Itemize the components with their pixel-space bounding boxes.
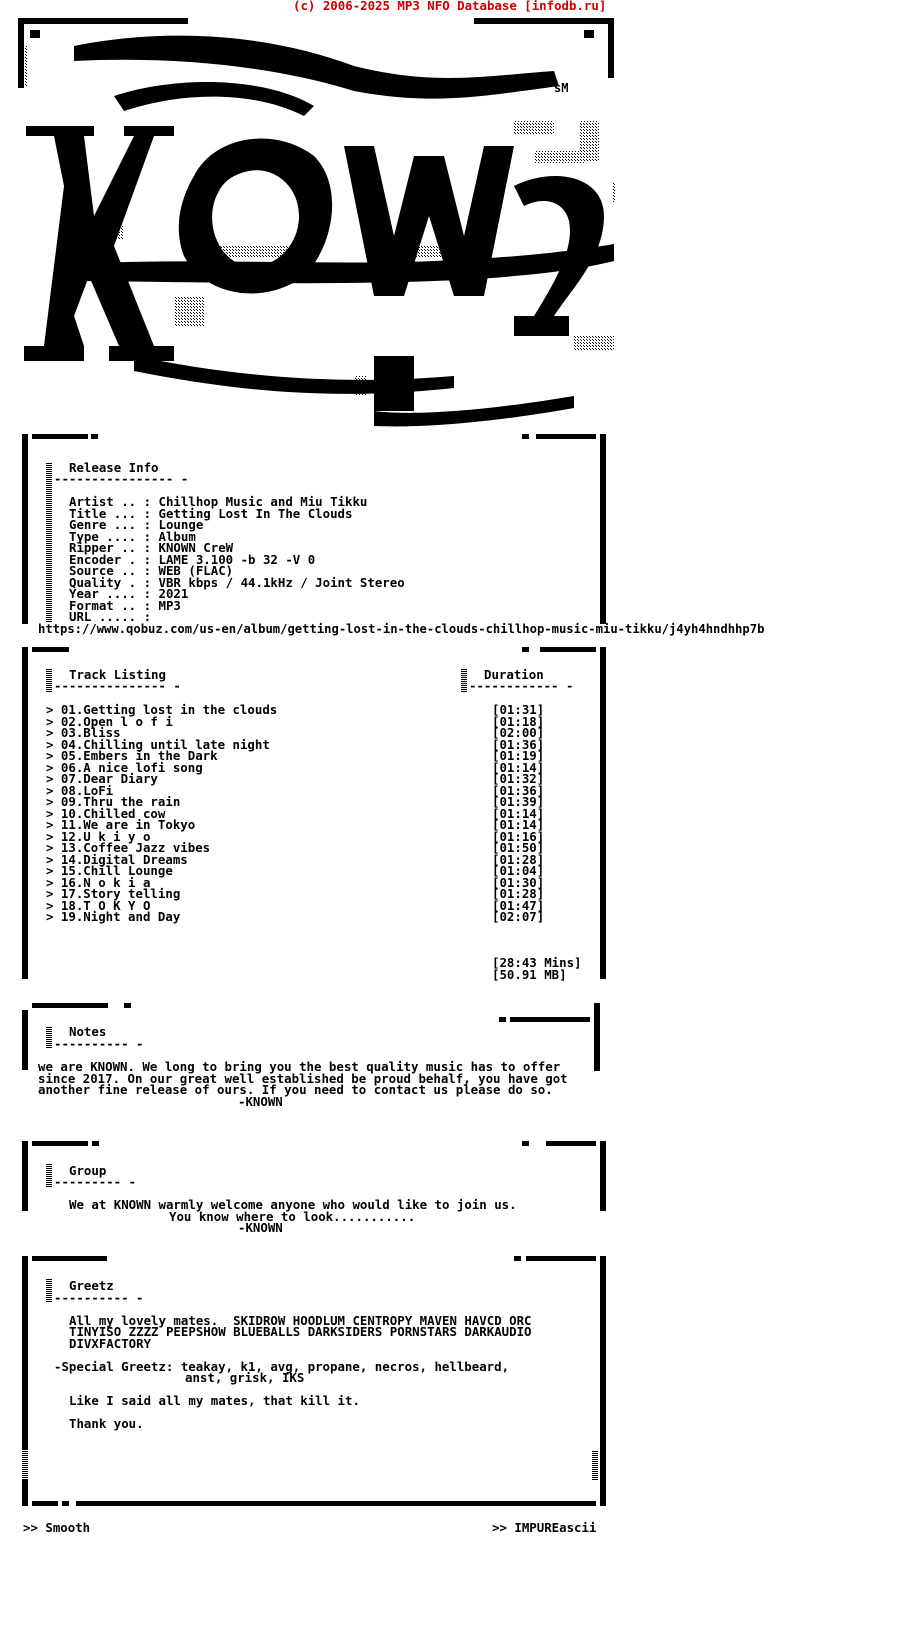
track-duration: [01:14]: [492, 817, 545, 832]
track-title: > 14.Digital Dreams: [46, 852, 188, 867]
notes-line: since 2017. On our great well established be proud behalf, you have got: [38, 1071, 568, 1086]
track-title: > 11.We are in Tokyo: [46, 817, 196, 832]
notes-signature: -KNOWN: [238, 1094, 283, 1109]
track-title: > 17.Story telling: [46, 886, 181, 901]
release-info-row: Year .... : 2021: [69, 586, 189, 601]
track-duration: [01:36]: [492, 783, 545, 798]
greetz-line: All my lovely mates. SKIDROW HOODLUM CENTROPY MAVEN HAVCD ORC: [69, 1313, 532, 1328]
track-title: > 10.Chilled cow: [46, 806, 166, 821]
greetz-line: Thank you.: [69, 1416, 144, 1431]
track-title: > 08.LoFi: [46, 783, 114, 798]
track-duration: [01:28]: [492, 852, 545, 867]
track-duration: [01:47]: [492, 898, 545, 913]
footer-right-credit: >> IMPUREascii: [492, 1520, 597, 1535]
track-duration: [01:31]: [492, 702, 545, 717]
release-info-row: Encoder . : LAME 3.100 -b 32 -V 0: [69, 552, 316, 567]
release-info-row: Title ... : Getting Lost In The Clouds: [69, 506, 353, 521]
group-line: You know where to look...........: [169, 1209, 416, 1224]
known-ascii-logo: [14, 16, 646, 446]
notes-line: we are KNOWN. We long to bring you the best quality music has to offer: [38, 1059, 561, 1074]
track-title: > 02.Open l o f i: [46, 714, 173, 729]
track-duration: [01:16]: [492, 829, 545, 844]
greetz-special-cont: anst, grisk, IKS: [185, 1370, 305, 1385]
track-title: > 15.Chill Lounge: [46, 863, 173, 878]
track-title: > 04.Chilling until late night: [46, 737, 270, 752]
track-duration: [01:50]: [492, 840, 545, 855]
group-signature: -KNOWN: [238, 1220, 283, 1235]
greetz-line: TINYISO ZZZZ PEEPSHOW BLUEBALLS DARKSIDERS PORNSTARS DARKAUDIO: [69, 1324, 532, 1339]
duration-underline: ------------ -: [469, 678, 574, 693]
notes-underline: ---------- -: [54, 1036, 144, 1051]
track-title: > 03.Bliss: [46, 725, 121, 740]
greetz-line: DIVXFACTORY: [69, 1336, 152, 1351]
group-underline: --------- -: [54, 1174, 137, 1189]
track-title: > 19.Night and Day: [46, 909, 181, 924]
track-title: > 07.Dear Diary: [46, 771, 158, 786]
greetz-line: Like I said all my mates, that kill it.: [69, 1393, 360, 1408]
track-duration: [01:14]: [492, 806, 545, 821]
track-title: > 13.Coffee Jazz vibes: [46, 840, 211, 855]
track-duration: [01:36]: [492, 737, 545, 752]
group-line: We at KNOWN warmly welcome anyone who would like to join us.: [69, 1197, 517, 1212]
track-listing-heading: Track Listing: [69, 667, 166, 682]
duration-heading: Duration: [484, 667, 544, 682]
track-duration: [01:18]: [492, 714, 545, 729]
release-info-row: Ripper .. : KNOWN CreW: [69, 540, 234, 555]
greetz-heading: Greetz: [69, 1278, 114, 1293]
release-info-row: URL ..... :: [69, 609, 152, 624]
track-title: > 16.N o k i a: [46, 875, 151, 890]
total-time: [28:43 Mins]: [492, 955, 582, 970]
track-title: > 01.Getting lost in the clouds: [46, 702, 278, 717]
track-duration: [02:07]: [492, 909, 545, 924]
notes-heading: Notes: [69, 1024, 107, 1039]
track-duration: [01:19]: [492, 748, 545, 763]
track-duration: [01:14]: [492, 760, 545, 775]
notes-line: another fine release of ours. If you need to contact us please do so.: [38, 1082, 553, 1097]
release-info-underline: ---------------- -: [54, 471, 189, 486]
track-title: > 18.T O K Y O: [46, 898, 151, 913]
track-duration: [01:32]: [492, 771, 545, 786]
greetz-special: -Special Greetz: teakay, k1, avg, propane, necros, hellbeard,: [54, 1359, 510, 1374]
track-title: > 06.A nice lofi song: [46, 760, 203, 775]
track-duration: [02:00]: [492, 725, 545, 740]
release-info-row: Quality . : VBR kbps / 44.1kHz / Joint Stereo: [69, 575, 405, 590]
logo-signature: sM: [554, 81, 569, 95]
track-title: > 12.U k i y o: [46, 829, 151, 844]
track-title: > 09.Thru the rain: [46, 794, 181, 809]
release-info-row: Genre ... : Lounge: [69, 517, 204, 532]
track-duration: [01:39]: [492, 794, 545, 809]
track-duration: [01:30]: [492, 875, 545, 890]
track-listing-underline: --------------- -: [54, 678, 181, 693]
track-duration: [01:28]: [492, 886, 545, 901]
copyright-notice: (c) 2006-2025 MP3 NFO Database [infodb.ru]: [293, 0, 607, 13]
release-url-link[interactable]: https://www.qobuz.com/us-en/album/getting-lost-in-the-clouds-chillhop-music-miu-tikku/j4yh4hndhhp7b: [38, 622, 765, 636]
total-size: [50.91 MB]: [492, 967, 567, 982]
greetz-underline: ---------- -: [54, 1290, 144, 1305]
release-info-row: Source .. : WEB (FLAC): [69, 563, 234, 578]
track-duration: [01:04]: [492, 863, 545, 878]
release-info-row: Format .. : MP3: [69, 598, 181, 613]
release-info-row: Artist .. : Chillhop Music and Miu Tikku: [69, 494, 368, 509]
release-info-row: Type .... : Album: [69, 529, 196, 544]
footer-left-credit: >> Smooth: [23, 1520, 91, 1535]
release-info-heading: Release Info: [69, 460, 159, 475]
group-heading: Group: [69, 1163, 107, 1178]
track-title: > 05.Embers in the Dark: [46, 748, 218, 763]
